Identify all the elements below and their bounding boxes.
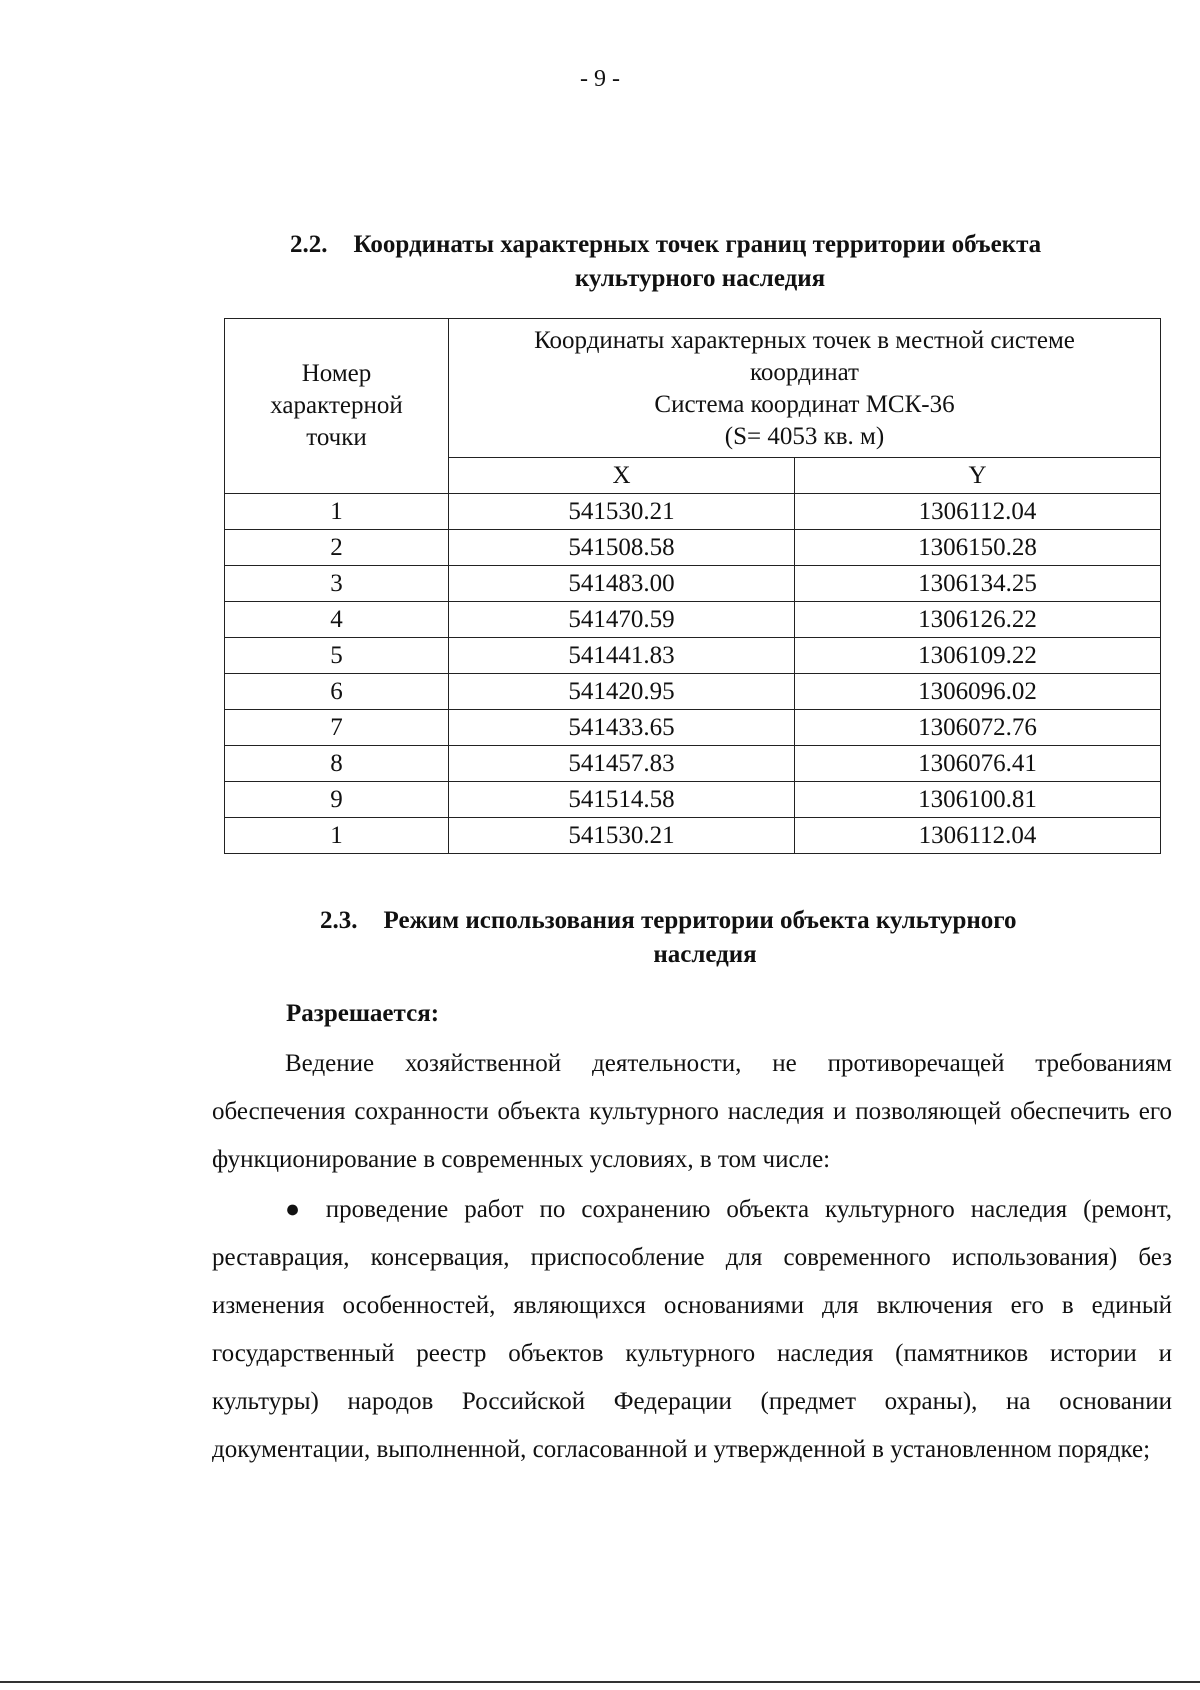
y-coordinate-cell: 1306072.76 (795, 710, 1161, 746)
y-coordinate-cell: 1306100.81 (795, 782, 1161, 818)
coordinates-header (449, 319, 1161, 458)
x-column-header: X (449, 458, 795, 494)
y-coordinate-cell: 1306112.04 (795, 494, 1161, 530)
bullet-icon: ● (285, 1196, 310, 1223)
section-2-2-title-line1: Координаты характерных точек границ территории объекта (353, 231, 1042, 258)
coordinates-table (224, 318, 1161, 854)
section-2-2-title-line2: культурного наследия (574, 265, 826, 292)
x-coordinate-cell: 541420.95 (449, 674, 795, 710)
table-row (225, 494, 1161, 530)
y-coordinate-cell: 1306096.02 (795, 674, 1161, 710)
page-bottom-line (0, 1681, 1200, 1683)
x-coordinate-cell: 541483.00 (449, 566, 795, 602)
table-row (225, 566, 1161, 602)
x-coordinate-cell: 541433.65 (449, 710, 795, 746)
section-2-3-heading (320, 904, 1140, 972)
point-number-cell: 1 (225, 818, 449, 854)
point-number-header: Номер характерной точки (225, 319, 449, 494)
section-2-2-heading (290, 228, 1170, 296)
table-row (225, 782, 1161, 818)
point-number-cell: 6 (225, 674, 449, 710)
x-coordinate-cell: 541530.21 (449, 494, 795, 530)
x-coordinate-cell: 541508.58 (449, 530, 795, 566)
table-row (225, 530, 1161, 566)
allowed-label: Разрешается: (286, 1000, 440, 1027)
point-number-cell: 8 (225, 746, 449, 782)
y-coordinate-cell: 1306112.04 (795, 818, 1161, 854)
table-row (225, 674, 1161, 710)
section-2-3-title-line1: Режим использования территории объекта культурного (383, 907, 1017, 934)
table-row (225, 602, 1161, 638)
table-row (225, 818, 1161, 854)
section-2-3-title-line2: наследия (653, 941, 757, 968)
paragraph-2-text: проведение работ по сохранению объекта культурного наследия (ремонт, реставрация, консервация, приспособление для современного использования) без изменения особенностей, являющихся основаниями для включения его в единый государственный реестр объектов культурного наследия (памятников истории и культуры) народов Российской Федерации (предмет охраны), на основании документации, выполненной, согласованной и утвержденной в установленном порядке; (212, 1196, 1172, 1463)
x-coordinate-cell: 541441.83 (449, 638, 795, 674)
section-2-3-number: 2.3. (320, 907, 358, 934)
y-column-header: Y (795, 458, 1161, 494)
point-number-cell: 5 (225, 638, 449, 674)
y-coordinate-cell: 1306076.41 (795, 746, 1161, 782)
table-row (225, 746, 1161, 782)
x-coordinate-cell: 541514.58 (449, 782, 795, 818)
page-number: - 9 - (580, 66, 620, 92)
point-number-cell: 1 (225, 494, 449, 530)
point-number-cell: 9 (225, 782, 449, 818)
table-row (225, 710, 1161, 746)
section-2-2-number: 2.2. (290, 231, 328, 258)
y-coordinate-cell: 1306134.25 (795, 566, 1161, 602)
y-coordinate-cell: 1306109.22 (795, 638, 1161, 674)
y-coordinate-cell: 1306126.22 (795, 602, 1161, 638)
x-coordinate-cell: 541470.59 (449, 602, 795, 638)
coordinates-header-line1: Координаты характерных точек в местной системе координат (534, 327, 1075, 386)
point-number-cell: 7 (225, 710, 449, 746)
coordinates-header-line2: Система координат МСК-36 (654, 391, 955, 418)
y-coordinate-cell: 1306150.28 (795, 530, 1161, 566)
coordinates-table-body (225, 494, 1161, 854)
point-number-cell: 3 (225, 566, 449, 602)
point-number-cell: 4 (225, 602, 449, 638)
paragraph-2 (212, 1186, 1172, 1474)
x-coordinate-cell: 541530.21 (449, 818, 795, 854)
paragraph-1: Ведение хозяйственной деятельности, не противоречащей требованиям обеспечения сохранности объекта культурного наследия и позволяющей обеспечить его функционирование в современных условиях, в том числе: (212, 1050, 1172, 1173)
table-row (225, 638, 1161, 674)
point-number-cell: 2 (225, 530, 449, 566)
coordinates-header-line3: (S= 4053 кв. м) (724, 423, 885, 450)
x-coordinate-cell: 541457.83 (449, 746, 795, 782)
